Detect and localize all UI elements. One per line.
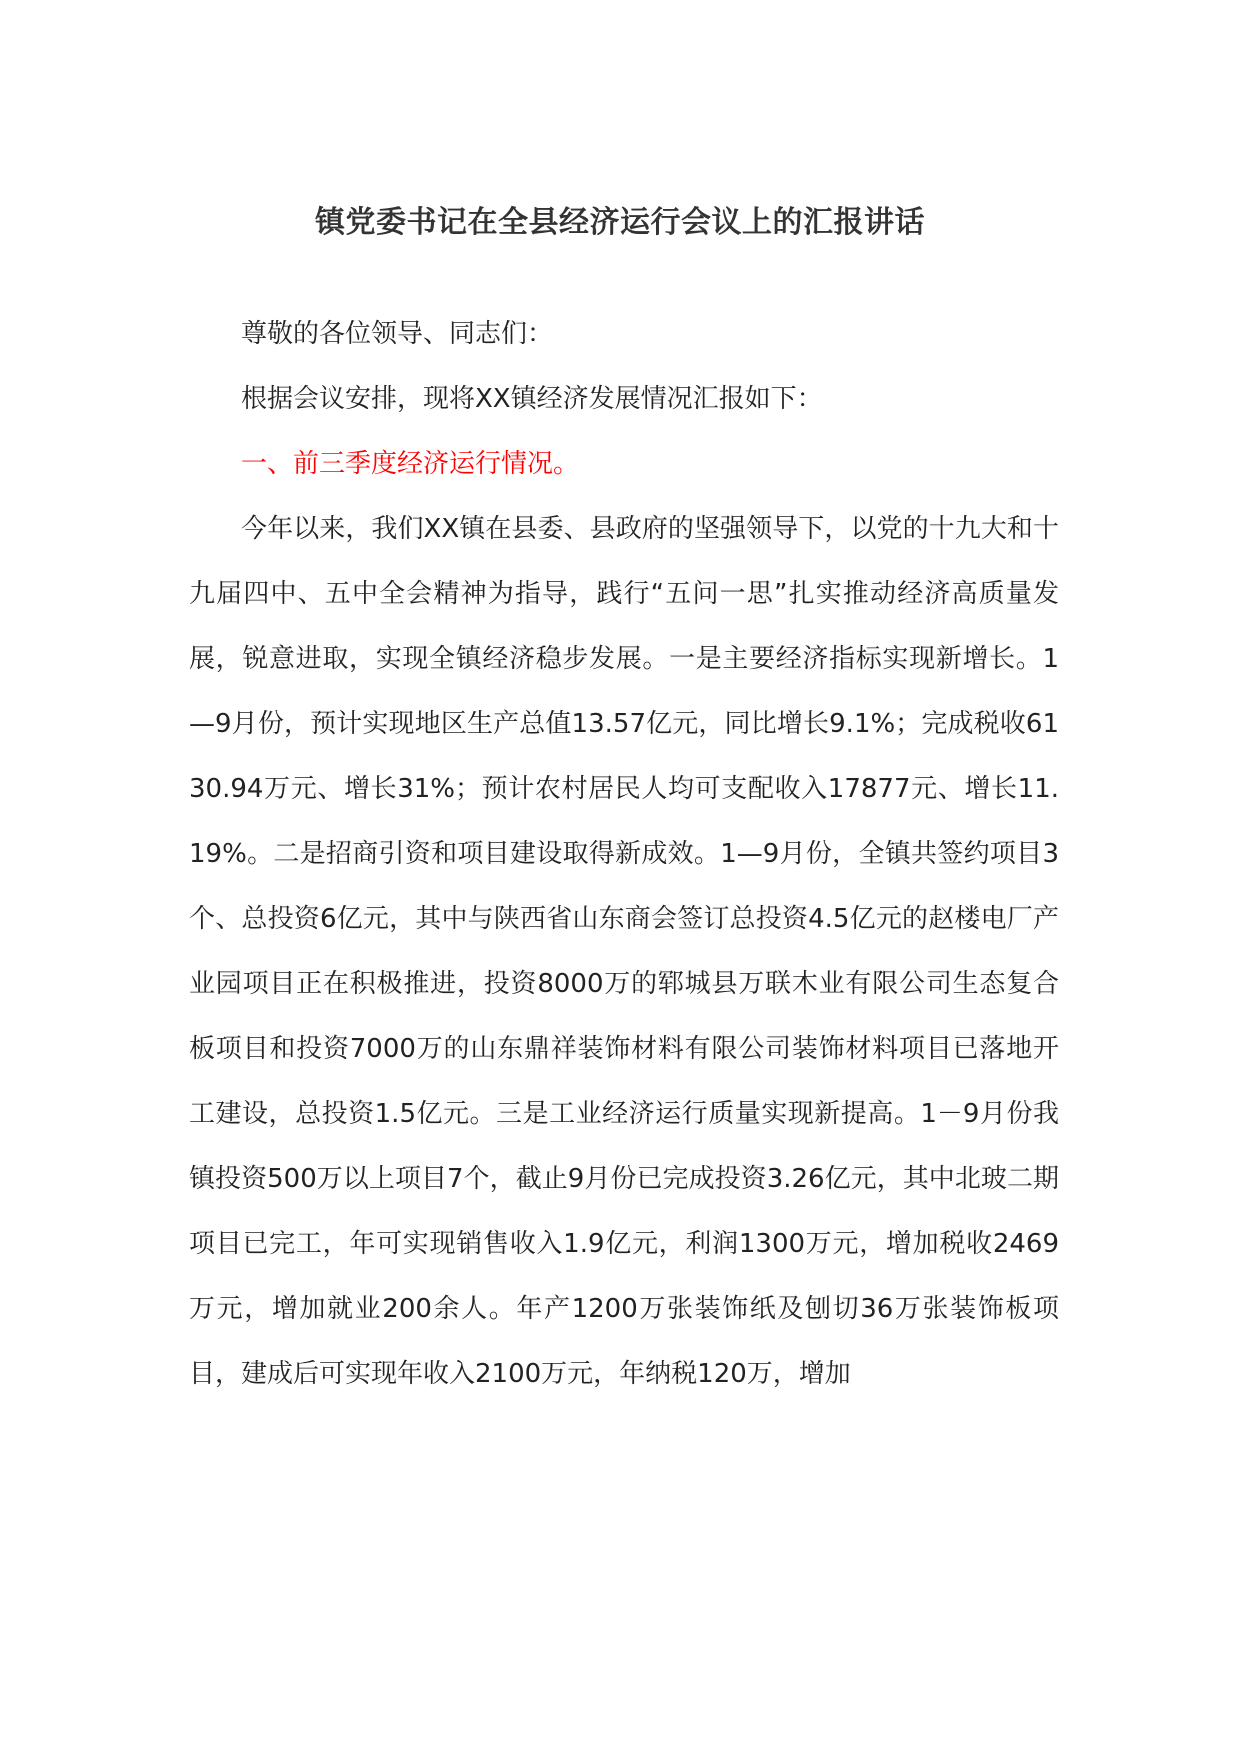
section-heading: 一、前三季度经济运行情况。	[241, 449, 580, 479]
document-body	[189, 302, 1059, 1407]
intro-paragraph: 根据会议安排，现将XX镇经济发展情况汇报如下：	[241, 384, 823, 414]
document-title: 镇党委书记在全县经济运行会议上的汇报讲话	[315, 205, 925, 240]
salutation: 尊敬的各位领导、同志们：	[241, 319, 554, 349]
body-paragraph: 今年以来，我们XX镇在县委、县政府的坚强领导下，以党的十九大和十九届四中、五中全会精神为指导，践行“五问一思”扎实推动经济高质量发展，锐意进取，实现全镇经济稳步发展。一是主要经济指标实现新增长。1—9月份，预计实现地区生产总值13.57亿元，同比增长9.1%；完成税收6130.94万元、增长31%；预计农村居民人均可支配收入17877元、增长11.19%。二是招商引资和项目建设取得新成效。1—9月份，全镇共签约项目3个、总投资6亿元，其中与陕西省山东商会签订总投资4.5亿元的赵楼电厂产业园项目正在积极推进，投资8000万的郓城县万联木业有限公司生态复合板项目和投资7000万的山东鼎祥装饰材料有限公司装饰材料项目已落地开工建设，总投资1.5亿元。三是工业经济运行质量实现新提高。1－9月份我镇投资500万以上项目7个，截止9月份已完成投资3.26亿元，其中北玻二期项目已完工，年可实现销售收入1.9亿元，利润1300万元，增加税收2469万元，增加就业200余人。年产1200万张装饰纸及刨切36万张装饰板项目，建成后可实现年收入2100万元，年纳税120万，增加	[189, 514, 1059, 1389]
